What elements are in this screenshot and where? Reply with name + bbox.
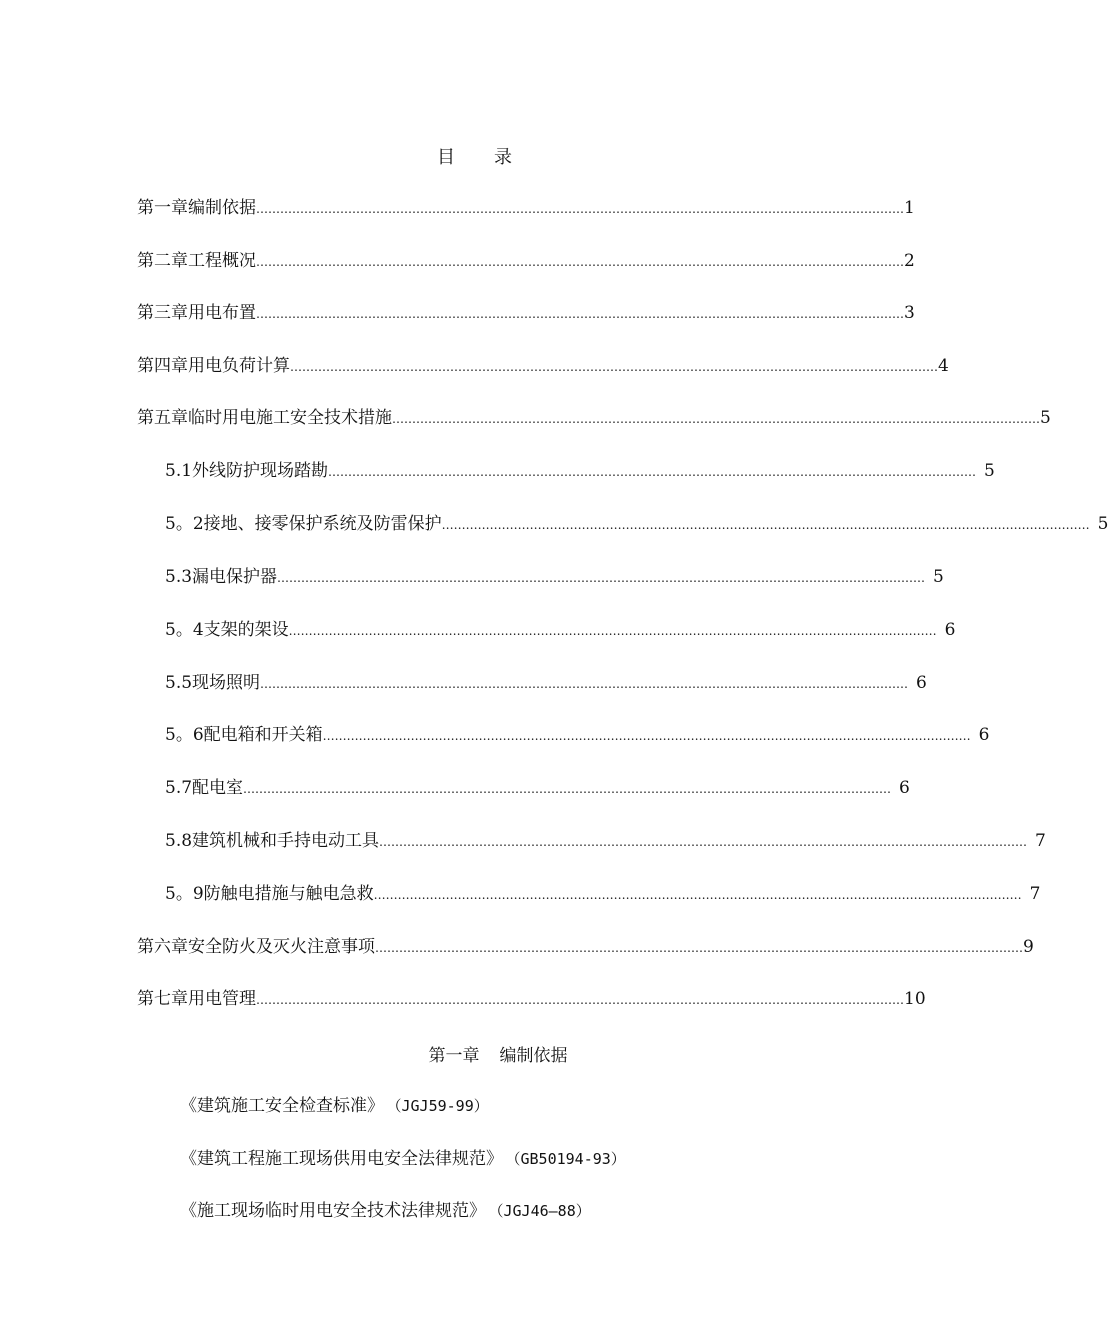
toc-entry-number: 第一章 bbox=[137, 198, 188, 218]
toc-leader-dots: ……………………………………………………………………………………………………………………………………………… bbox=[373, 888, 1022, 902]
toc-leader-dots: ……………………………………………………………………………………………………………………………………………… bbox=[256, 255, 904, 269]
toc-entry-page: 9 bbox=[1023, 937, 1034, 957]
reference-item bbox=[180, 1147, 626, 1171]
toc-entry-page: 2 bbox=[904, 251, 915, 271]
toc-leader-dots: ……………………………………………………………………………………………………………………………………………… bbox=[256, 993, 904, 1007]
toc-title-right: 录 bbox=[494, 147, 513, 168]
toc-entry-page: 5 bbox=[933, 567, 944, 587]
toc-entry-section-5-4[interactable] bbox=[165, 618, 956, 643]
toc-entry-section-5-1[interactable] bbox=[165, 459, 995, 484]
toc-entry-number: 5.5 bbox=[165, 673, 193, 693]
toc-entry-label: 用电布置 bbox=[188, 303, 256, 323]
toc-leader-dots: ……………………………………………………………………………………………………………………………………………… bbox=[379, 835, 1028, 849]
toc-entry-label: 防触电措施与触电急救 bbox=[203, 884, 374, 904]
reference-item bbox=[180, 1094, 489, 1118]
toc-entry-label: 用电管理 bbox=[188, 989, 256, 1009]
toc-entry-section-5-7[interactable] bbox=[165, 776, 910, 801]
toc-entry-number: 第四章 bbox=[137, 356, 188, 376]
toc-entry-page: 3 bbox=[904, 303, 915, 323]
toc-entry-page: 4 bbox=[938, 356, 949, 376]
toc-entry-page: 6 bbox=[944, 620, 956, 640]
toc-entry-number: 5。9 bbox=[165, 884, 204, 904]
toc-leader-dots: ……………………………………………………………………………………………………………………………………………… bbox=[328, 465, 977, 479]
toc-entry-page: 7 bbox=[1029, 884, 1041, 904]
reference-code: （JGJ59-99） bbox=[394, 1097, 489, 1115]
toc-entry-label: 配电箱和开关箱 bbox=[203, 725, 323, 745]
toc-leader-dots: ……………………………………………………………………………………………………………………………………………… bbox=[375, 941, 1023, 955]
toc-entry-chapter-6[interactable] bbox=[137, 935, 1034, 960]
toc-leader-dots: ……………………………………………………………………………………………………………………………………………… bbox=[243, 782, 892, 796]
toc-entry-section-5-2[interactable] bbox=[165, 512, 1108, 537]
toc-entry-page: 6 bbox=[899, 778, 910, 798]
toc-entry-section-5-8[interactable] bbox=[165, 829, 1046, 854]
toc-entry-label: 外线防护现场踏勘 bbox=[192, 461, 329, 481]
toc-entry-page: 5 bbox=[1040, 408, 1051, 428]
toc-entry-chapter-5[interactable] bbox=[137, 406, 1051, 431]
toc-entry-page: 5 bbox=[984, 461, 995, 481]
reference-item bbox=[180, 1199, 591, 1223]
toc-entry-page: 6 bbox=[916, 673, 927, 693]
chapter-1-heading-number: 第一章 bbox=[428, 1046, 480, 1066]
toc-entry-chapter-1[interactable] bbox=[137, 196, 915, 221]
reference-code: （JGJ46—88） bbox=[496, 1202, 591, 1220]
toc-entry-number: 5.1 bbox=[165, 461, 193, 481]
toc-entry-label: 建筑机械和手持电动工具 bbox=[192, 831, 380, 851]
toc-entry-page: 10 bbox=[904, 989, 926, 1009]
toc-entry-number: 5。6 bbox=[165, 725, 204, 745]
toc-leader-dots: ……………………………………………………………………………………………………………………………………………… bbox=[260, 677, 909, 691]
toc-entry-section-5-6[interactable] bbox=[165, 723, 990, 748]
toc-entry-number: 5.7 bbox=[165, 778, 193, 798]
toc-entry-label: 漏电保护器 bbox=[192, 567, 278, 587]
toc-title-left: 目 bbox=[437, 147, 456, 168]
toc-entry-number: 5。4 bbox=[165, 620, 204, 640]
toc-entry-label: 工程概况 bbox=[188, 251, 256, 271]
toc-leader-dots: ……………………………………………………………………………………………………………………………………………… bbox=[322, 729, 971, 743]
reference-title: 《建筑工程施工现场供用电安全法律规范》 bbox=[180, 1149, 503, 1169]
toc-entry-section-5-5[interactable] bbox=[165, 671, 927, 696]
toc-leader-dots: ……………………………………………………………………………………………………………………………………………… bbox=[441, 518, 1090, 532]
toc-entry-number: 第三章 bbox=[137, 303, 188, 323]
toc-entry-label: 安全防火及灭火注意事项 bbox=[188, 937, 375, 957]
chapter-1-heading-label: 编制依据 bbox=[499, 1046, 568, 1066]
toc-entry-chapter-7[interactable] bbox=[137, 987, 926, 1012]
toc-entry-number: 第六章 bbox=[137, 937, 188, 957]
toc-entry-number: 5。2 bbox=[165, 514, 204, 534]
toc-entry-label: 临时用电施工安全技术措施 bbox=[188, 408, 392, 428]
toc-entry-page: 5 bbox=[1097, 514, 1108, 534]
toc-entry-page: 1 bbox=[904, 198, 915, 218]
toc-entry-label: 编制依据 bbox=[188, 198, 256, 218]
toc-leader-dots: ……………………………………………………………………………………………………………………………………………… bbox=[288, 624, 937, 638]
toc-leader-dots: ……………………………………………………………………………………………………………………………………………… bbox=[392, 412, 1040, 426]
toc-entry-number: 第二章 bbox=[137, 251, 188, 271]
toc-entry-page: 7 bbox=[1035, 831, 1046, 851]
reference-title: 《施工现场临时用电安全技术法律规范》 bbox=[180, 1201, 486, 1221]
reference-title: 《建筑施工安全检查标准》 bbox=[180, 1096, 384, 1116]
toc-title bbox=[0, 143, 950, 169]
toc-entry-chapter-3[interactable] bbox=[137, 301, 915, 326]
toc-leader-dots: ……………………………………………………………………………………………………………………………………………… bbox=[256, 307, 904, 321]
toc-entry-label: 用电负荷计算 bbox=[188, 356, 290, 376]
toc-entry-number: 5.8 bbox=[165, 831, 193, 851]
toc-entry-number: 第五章 bbox=[137, 408, 188, 428]
toc-entry-number: 第七章 bbox=[137, 989, 188, 1009]
toc-entry-chapter-4[interactable] bbox=[137, 354, 949, 379]
toc-entry-section-5-9[interactable] bbox=[165, 882, 1041, 907]
toc-leader-dots: ……………………………………………………………………………………………………………………………………………… bbox=[256, 202, 904, 216]
toc-entry-label: 支架的架设 bbox=[203, 620, 289, 640]
toc-leader-dots: ……………………………………………………………………………………………………………………………………………… bbox=[290, 360, 938, 374]
toc-leader-dots: ……………………………………………………………………………………………………………………………………………… bbox=[277, 571, 926, 585]
toc-entry-chapter-2[interactable] bbox=[137, 249, 915, 274]
toc-entry-label: 现场照明 bbox=[192, 673, 261, 693]
chapter-1-heading bbox=[0, 1041, 996, 1066]
toc-entry-page: 6 bbox=[978, 725, 990, 745]
reference-code: （GB50194-93） bbox=[513, 1150, 626, 1168]
toc-entry-section-5-3[interactable] bbox=[165, 565, 944, 590]
toc-entry-number: 5.3 bbox=[165, 567, 193, 587]
toc-entry-label: 配电室 bbox=[192, 778, 244, 798]
toc-entry-label: 接地、接零保护系统及防雷保护 bbox=[203, 514, 442, 534]
